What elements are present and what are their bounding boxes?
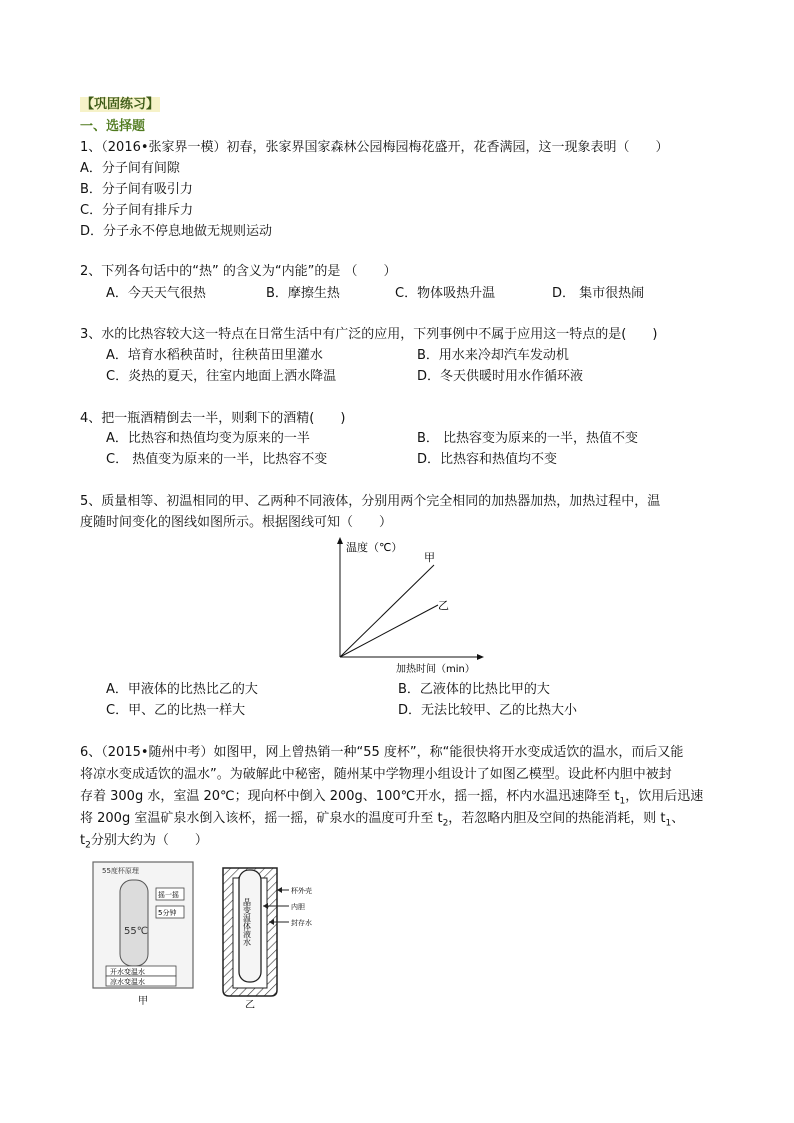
q5-option-c: C．甲、乙的比热一样大	[106, 703, 246, 718]
question-6-line2: 将凉水变成适饮的温水”。为破解此中秘密，随州某中学物理小组设计了如图乙模型。设此杯内胆中被封	[80, 767, 672, 782]
cup-body	[120, 880, 148, 966]
y-axis-arrow	[337, 537, 343, 544]
q5-option-b: B．乙液体的比热比甲的大	[398, 682, 550, 697]
chart-xlabel: 加热时间（min）	[396, 664, 475, 675]
box-hot-to-warm-text: 开水变温水	[110, 968, 145, 976]
q1-option-b: B．分子间有吸引力	[80, 182, 193, 197]
q1-option-a: A．分子间有间隙	[80, 161, 180, 176]
q1-option-c: C．分子间有排斥力	[80, 203, 194, 218]
section-title: 一、选择题	[80, 119, 146, 134]
line-yi	[340, 605, 438, 657]
question-6-line3: 存着 300g 水，室温 20℃；现向杯中倒入 200g、100℃开水，摇一摇，杯内水温迅速降至 $t_1$，饮用后迅速	[80, 789, 704, 807]
question-4-stem: 4、把一瓶酒精倒去一半，则剩下的酒精( )	[80, 411, 346, 426]
practice-heading: 【巩固练习】	[81, 97, 160, 112]
q3-option-c: C．炎热的夏天，往室内地面上洒水降温	[106, 369, 337, 384]
question-6-line1: 6、（2015•随州中考）如图甲，网上曾热销一种“55 度杯”，称“能很快将开水变成适饮的温水，而后又能	[80, 745, 684, 760]
q4-option-a: A．比热容和热值均变为原来的一半	[106, 431, 310, 446]
temperature-time-chart	[330, 535, 490, 675]
line-jia	[340, 565, 434, 657]
cup-temperature: 55℃	[124, 926, 148, 937]
label-water: 封存水	[291, 919, 312, 927]
box-cold-to-warm-text: 凉水变温水	[110, 978, 145, 986]
figure-55-degree-cup-photo	[90, 858, 200, 1008]
q4-option-d: D．比热容和热值均不变	[417, 452, 558, 467]
photo-banner: 55度杯原理	[102, 867, 139, 875]
label-yi: 乙	[438, 599, 449, 612]
q2-option-b: B．摩擦生热	[266, 286, 340, 301]
q2-option-d: D． 集市很热闹	[552, 286, 645, 301]
q3-option-a: A．培育水稻秧苗时，往秧苗田里灌水	[106, 348, 323, 363]
q1-option-d: D．分子永不停息地做无规则运动	[80, 224, 273, 239]
q5-option-d: D．无法比较甲、乙的比热大小	[398, 703, 578, 718]
question-1-stem: 1、（2016•张家界一模）初春，张家界国家森林公园梅园梅花盛开，花香满园，这一现象表明（ ）	[80, 140, 669, 155]
question-3-stem: 3、水的比热容较大这一特点在日常生活中有广泛的应用，下列事例中不属于应用这一特点的是( )	[80, 327, 658, 342]
question-6-line4: 将 200g 室温矿泉水倒入该杯，摇一摇，矿泉水的温度可升至 $t_2$，若忽略内胆及空间的热能消耗，则 $t_1$、	[80, 811, 685, 829]
inner-vertical-text: 晶变温体液水	[242, 898, 252, 946]
tag-time-text: 5分钟	[158, 909, 177, 917]
label-jia: 甲	[424, 551, 435, 564]
q3-option-d: D．冬天供暖时用水作循环液	[417, 369, 584, 384]
q2-option-a: A．今天天气很热	[106, 286, 206, 301]
q5-option-a: A．甲液体的比热比乙的大	[106, 682, 258, 697]
question-6-line5: $t_2$分别大约为（ ）	[80, 833, 208, 851]
question-2-stem: 2、下列各句话中的“热” 的含义为“内能”的是 （ ）	[80, 264, 397, 279]
figure-caption-yi: 乙	[245, 1000, 255, 1008]
label-shell: 杯外壳	[291, 887, 312, 895]
q4-option-c: C． 热值变为原来的一半，比热容不变	[106, 452, 328, 467]
figure-cup-model	[215, 858, 325, 1008]
figure-caption-jia: 甲	[138, 996, 148, 1007]
q3-option-b: B．用水来冷却汽车发动机	[417, 348, 569, 363]
question-5-stem-line2: 度随时间变化的图线如图所示。根据图线可知（ ）	[80, 515, 393, 530]
chart-ylabel: 温度（℃）	[346, 541, 403, 554]
tag-shake-text: 摇一摇	[158, 891, 179, 899]
x-axis-arrow	[477, 654, 484, 660]
question-5-stem-line1: 5、质量相等、初温相同的甲、乙两种不同液体，分别用两个完全相同的加热器加热，加热过程中，温	[80, 494, 661, 509]
q4-option-b: B． 比热容变为原来的一半，热值不变	[417, 431, 639, 446]
label-liner: 内胆	[291, 903, 305, 911]
q2-option-c: C．物体吸热升温	[395, 286, 496, 301]
